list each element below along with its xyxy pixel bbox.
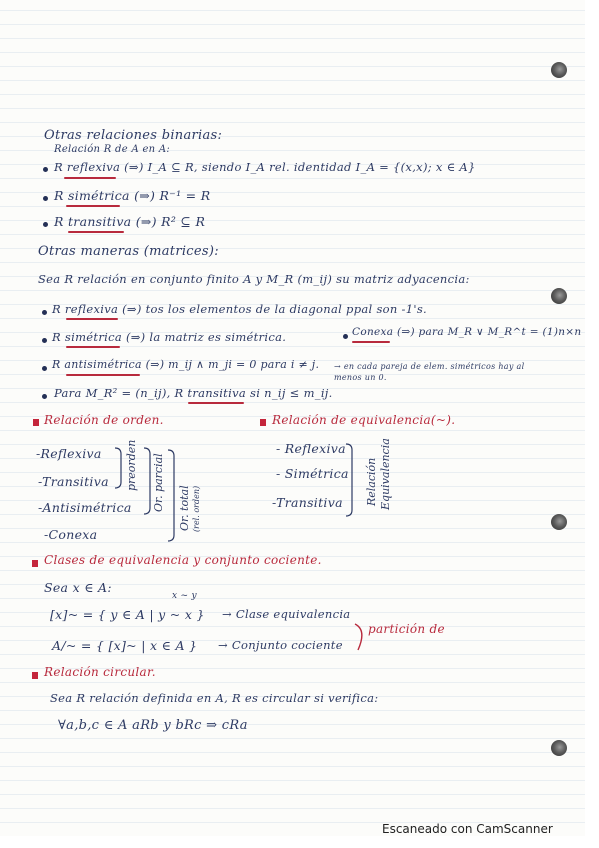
- equiv-item: -Transitiva: [272, 495, 343, 510]
- label-orden-total: Or. total: [178, 485, 191, 531]
- text-reflexiva-2: R reflexiva (⇒) tos los elementos de la diagonal ppal son -1's.: [52, 302, 427, 316]
- heading-clases: Clases de equivalencia y conjunto cociente.: [44, 553, 322, 567]
- label-orden-parcial: Or. parcial: [152, 453, 165, 512]
- text-simetrica-1: R simétrica (⇒) R⁻¹ = R: [54, 188, 211, 203]
- label-relacion: Relación: [365, 457, 378, 506]
- camscanner-footer: Escaneado con CamScanner: [382, 822, 553, 836]
- orden-item: -Transitiva: [38, 474, 109, 489]
- equiv-item: - Simétrica: [276, 466, 349, 481]
- formula-cociente: A/~ = { [x]~ | x ∈ A }: [52, 638, 198, 653]
- text-conexa: Conexa (⇒) para M_R ∨ M_R^t = (1)n×n: [352, 326, 582, 338]
- orden-item: -Conexa: [44, 527, 98, 542]
- text-antisimetrica: R antisimétrica (⇒) m_ij ∧ m_ji = 0 para i ≠ j.: [52, 358, 320, 371]
- text-circular-def: Sea R relación definida en A, R es circular si verifica:: [50, 691, 379, 705]
- label-clase-eq: → Clase equivalencia: [222, 607, 351, 621]
- heading-relacion-orden: Relación de orden.: [44, 413, 164, 427]
- text-reflexiva-1: R reflexiva (⇒) I_A ⊆ R, siendo I_A rel. identidad I_A = {(x,x); x ∈ A}: [54, 160, 476, 174]
- text-relacion-r: Relación R de A en A:: [54, 144, 171, 155]
- label-particion: partición de: [368, 622, 445, 636]
- label-preorden: preorden: [125, 439, 138, 491]
- text-sea-x: Sea x ∈ A:: [44, 580, 112, 595]
- orden-item: -Reflexiva: [36, 446, 102, 461]
- heading-otras-maneras: Otras maneras (matrices):: [38, 244, 219, 259]
- formula-clase-eq: [x]~ = { y ∈ A | y ~ x }: [50, 607, 205, 622]
- heading-relacion-equivalencia: Relación de equivalencia(~).: [272, 413, 456, 427]
- text-sea-r: Sea R relación en conjunto finito A y M_R (m_ij) su matriz adyacencia:: [38, 272, 470, 286]
- label-cociente: → Conjunto cociente: [218, 638, 343, 652]
- text-x-y: x ~ y: [172, 591, 197, 601]
- text-simetrica-2: R simétrica (⇒) la matriz es simétrica.: [52, 330, 287, 344]
- orden-item: -Antisimétrica: [38, 500, 132, 515]
- text-transitiva-1: R transitiva (⇒) R² ⊆ R: [54, 214, 206, 229]
- text-antisimetrica-note: → en cada pareja de elem. simétricos hay al menos un 0.: [334, 362, 525, 382]
- label-equivalencia: Equivalencia: [379, 438, 392, 510]
- label-rel-orden: (rel. orden): [192, 485, 201, 532]
- equiv-item: - Reflexiva: [276, 441, 346, 456]
- heading-otras-relaciones: Otras relaciones binarias:: [44, 128, 223, 143]
- formula-circular: ∀a,b,c ∈ A aRb y bRc ⇒ cRa: [58, 718, 248, 733]
- text-transitiva-2: Para M_R² = (n_ij), R transitiva si n_ij ≤ m_ij.: [54, 386, 333, 400]
- heading-circular: Relación circular.: [44, 665, 156, 679]
